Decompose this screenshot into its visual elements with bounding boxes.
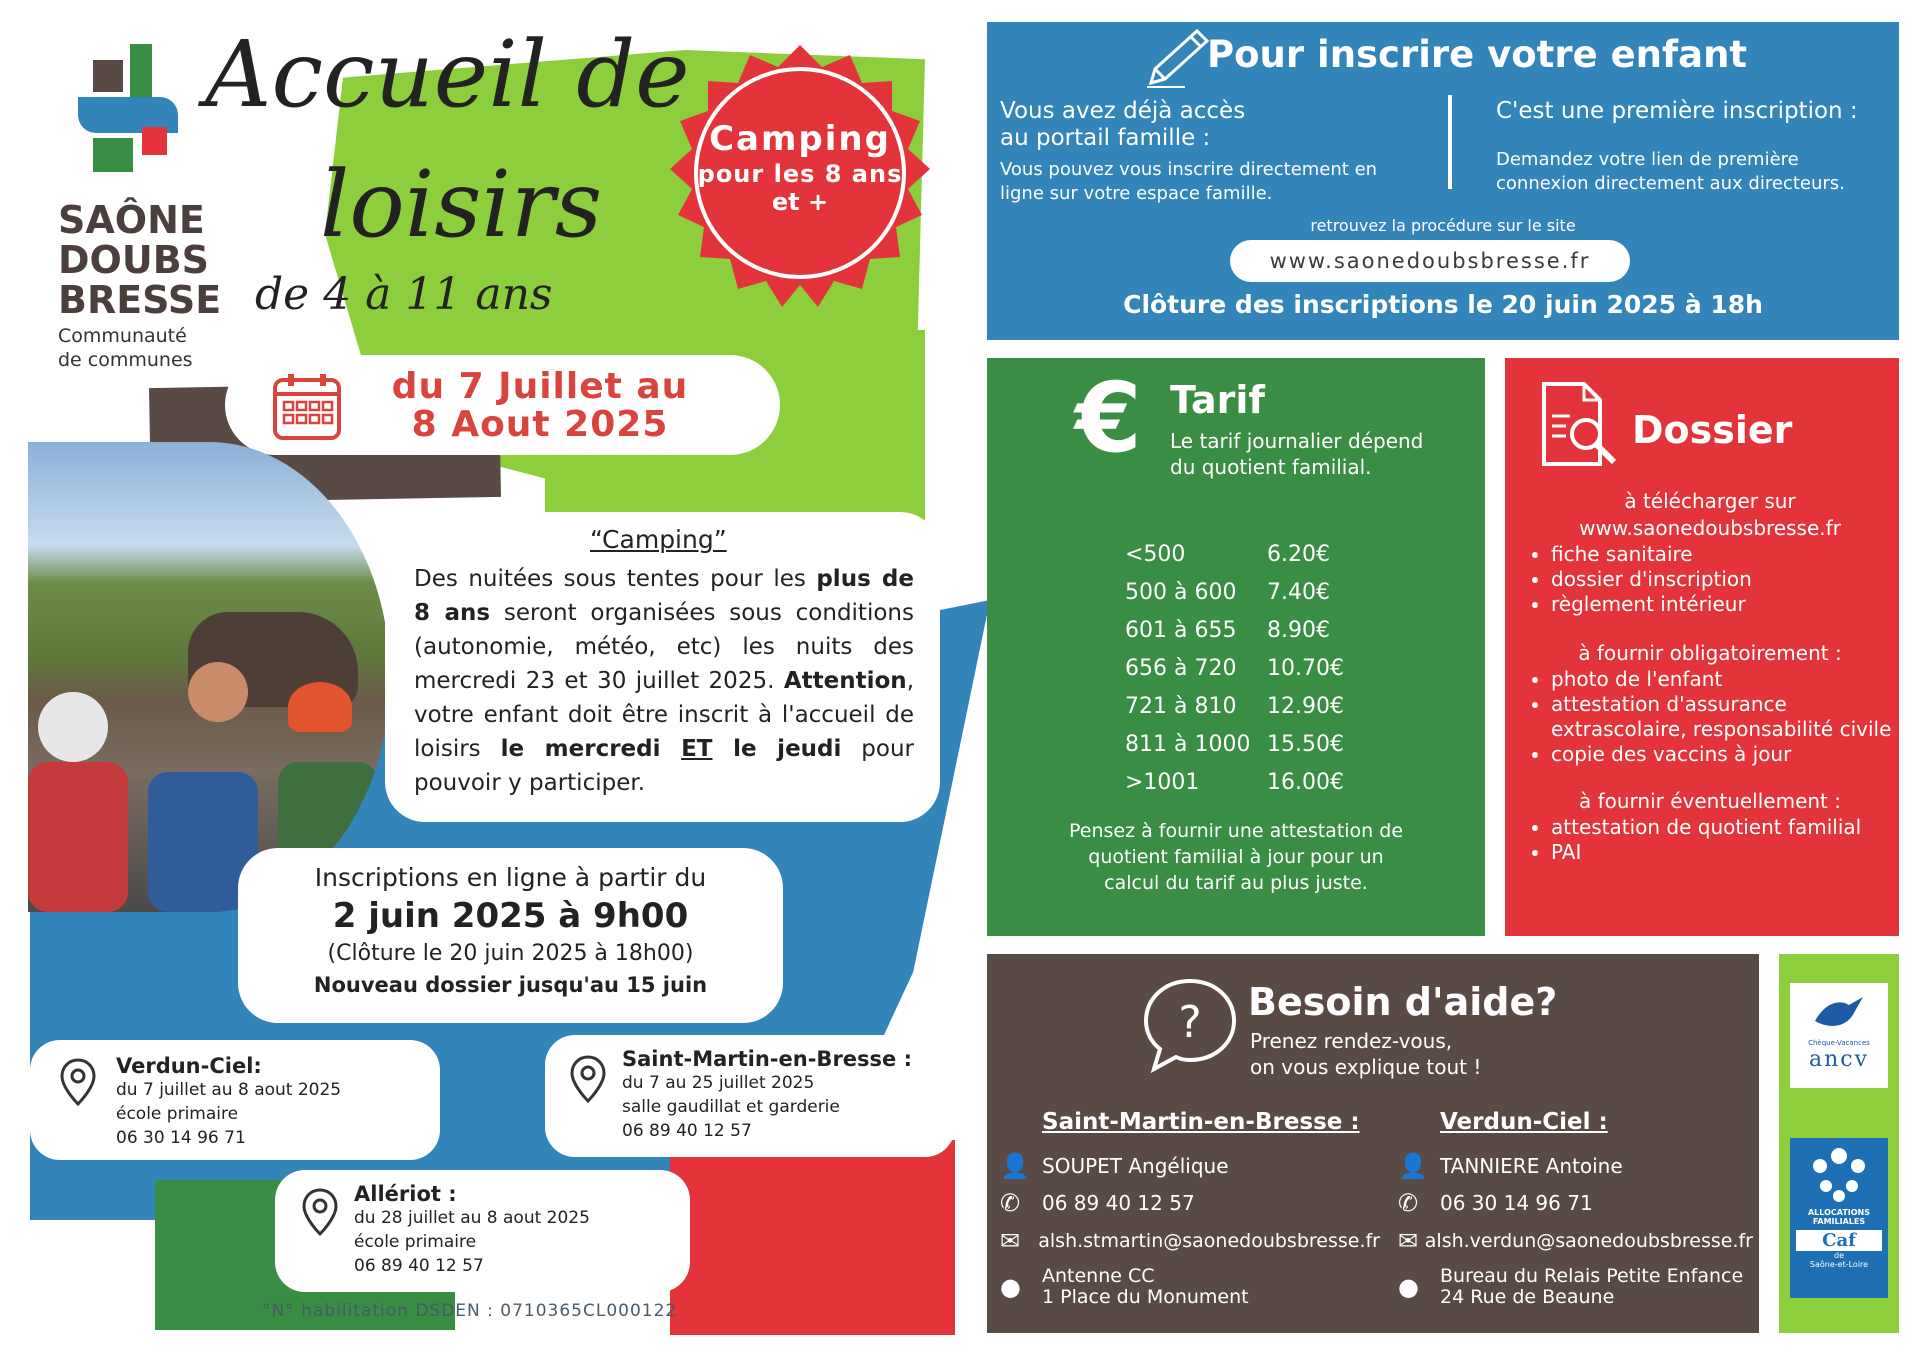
title-line-2: loisirs — [320, 151, 603, 258]
tarif-subtitle: Le tarif journalier dépend du quotient familial. — [1170, 429, 1424, 479]
contact-verdun: Verdun-Ciel : 👤 TANNIERE Antoine ✆ 06 30 14 96 71 ✉ alsh.verdun@saonedoubsbresse.fr ● Bureau du Relais Petite Enfance 24 Rue de Beaune — [1398, 1109, 1753, 1308]
cloture-text: Clôture des inscriptions le 20 juin 2025 à 18h — [1123, 290, 1763, 319]
procedure-text: retrouvez la procédure sur le site — [1310, 216, 1576, 235]
inscription-left-heading: Vous avez déjà accès au portail famille : — [1000, 98, 1246, 151]
tarif-row: <500 6.20€ — [1125, 542, 1330, 567]
location-pin-icon — [302, 1188, 338, 1236]
tarif-title: Tarif — [1170, 378, 1265, 422]
email-icon: ✉ — [1000, 1227, 1021, 1255]
person-icon: 👤 — [1000, 1152, 1030, 1180]
tarif-row: 811 à 1000 15.50€ — [1125, 732, 1344, 757]
title-line-1: Accueil de — [205, 21, 690, 128]
dates-text: du 7 Juillet au 8 Aout 2025 — [391, 366, 689, 445]
calendar-icon — [272, 372, 342, 442]
euro-icon: € — [1075, 362, 1142, 474]
logo-mark — [78, 42, 188, 177]
dossier-title: Dossier — [1632, 408, 1793, 452]
website-link[interactable]: www.saonedoubsbresse.fr — [1230, 240, 1630, 282]
caf-logo: ALLOCATIONS FAMILIALES Caf de Saône-et-Loire — [1790, 1138, 1888, 1298]
document-search-icon — [1540, 380, 1620, 470]
svg-text:?: ? — [1178, 997, 1202, 1048]
inscription-title: Pour inscrire votre enfant — [1207, 33, 1748, 76]
inscription-right-text: Demandez votre lien de première connexion directement aux directeurs. — [1496, 149, 1845, 194]
person-icon: 👤 — [1398, 1152, 1428, 1180]
pencil-icon — [1145, 27, 1211, 89]
location-alleriot: Allériot : du 28 juillet au 8 aout 2025 école primaire 06 89 40 12 57 — [354, 1182, 590, 1276]
location-verdun: Verdun-Ciel: du 7 juillet au 8 aout 2025 école primaire 06 30 14 96 71 — [116, 1054, 342, 1148]
aide-subtitle: Prenez rendez-vous, on vous explique tout ! — [1250, 1029, 1482, 1079]
location-pin-icon — [570, 1055, 606, 1103]
contact-saint-martin: Saint-Martin-en-Bresse : 👤 SOUPET Angélique ✆ 06 89 40 12 57 ✉ alsh.stmartin@saonedoubsbresse.fr ● Antenne CC 1 Place du Monument — [1000, 1109, 1380, 1308]
tarif-row: 601 à 655 8.90€ — [1125, 618, 1330, 643]
phone-icon: ✆ — [1398, 1189, 1419, 1217]
inscription-left-text: Vous pouvez vous inscrire directement en ligne sur votre espace famille. — [1000, 159, 1378, 204]
email-icon: ✉ — [1398, 1227, 1419, 1255]
tarif-note: Pensez à fournir une attestation de quotient familial à jour pour un calcul du tarif au plus juste. — [1068, 820, 1404, 894]
red-brush-shape — [670, 1140, 955, 1335]
inscription-right-heading: C'est une première inscription : — [1496, 98, 1858, 124]
logo-subtitle: Communauté de communes — [58, 325, 193, 371]
camping-badge-text: Camping pour les 8 ans et + — [697, 119, 903, 216]
tarif-row: >1001 16.00€ — [1125, 770, 1344, 795]
dossier-content: à télécharger sur www.saonedoubsbresse.fr • fiche sanitaire • dossier d'inscription • règlement intérieur à fournir obligatoirement : • photo de l'enfant • attestation d'assurance extrascolaire, responsabilité civile • copie des vaccins à jour à fournir éventuellement : • attestation de quotient familial • PAI — [1525, 488, 1895, 865]
ancv-logo: Chèque-Vacances ancv — [1790, 983, 1888, 1088]
family-icon — [1804, 1144, 1874, 1204]
habilitation-text: °N° habilitation DSDEN : 0710365CL000122 — [262, 1301, 678, 1321]
question-bubble-icon — [1140, 975, 1240, 1075]
location-pin-icon: ● — [1398, 1273, 1419, 1301]
tarif-row: 656 à 720 10.70€ — [1125, 656, 1344, 681]
logo-name: SAÔNE DOUBS BRESSE — [58, 198, 222, 322]
phone-icon: ✆ — [1000, 1189, 1021, 1217]
tarif-row: 721 à 810 12.90€ — [1125, 694, 1344, 719]
location-pin-icon — [60, 1058, 96, 1106]
inscriptions-text: Inscriptions en ligne à partir du 2 juin 2025 à 9h00 (Clôture le 20 juin 2025 à 18h00) Nouveau dossier jusqu'au 15 juin — [313, 863, 708, 997]
tarif-table — [1125, 536, 1344, 802]
inscription-divider — [1448, 95, 1452, 189]
title-line-3: de 4 à 11 ans — [255, 269, 553, 320]
location-pin-icon: ● — [1000, 1273, 1021, 1301]
aide-title: Besoin d'aide? — [1248, 980, 1558, 1024]
camping-paragraph: Des nuitées sous tentes pour les plus de 8 ans seront organisées sous conditions (autonomie, météo, etc) les nuits des mercredi 23 et 30 juillet 2025. Attention, votre enfant doit être inscrit à l'accueil de loisirs le mercredi ET le jeudi pour pouvoir y participer. — [414, 566, 914, 796]
tarif-row: 500 à 600 7.40€ — [1125, 580, 1330, 605]
location-saint-martin: Saint-Martin-en-Bresse : du 7 au 25 juillet 2025 salle gaudillat et garderie 06 89 40 12 57 — [622, 1047, 912, 1141]
camping-heading: “Camping” — [590, 525, 727, 554]
children-photo — [28, 442, 390, 912]
bird-icon — [1809, 991, 1869, 1035]
